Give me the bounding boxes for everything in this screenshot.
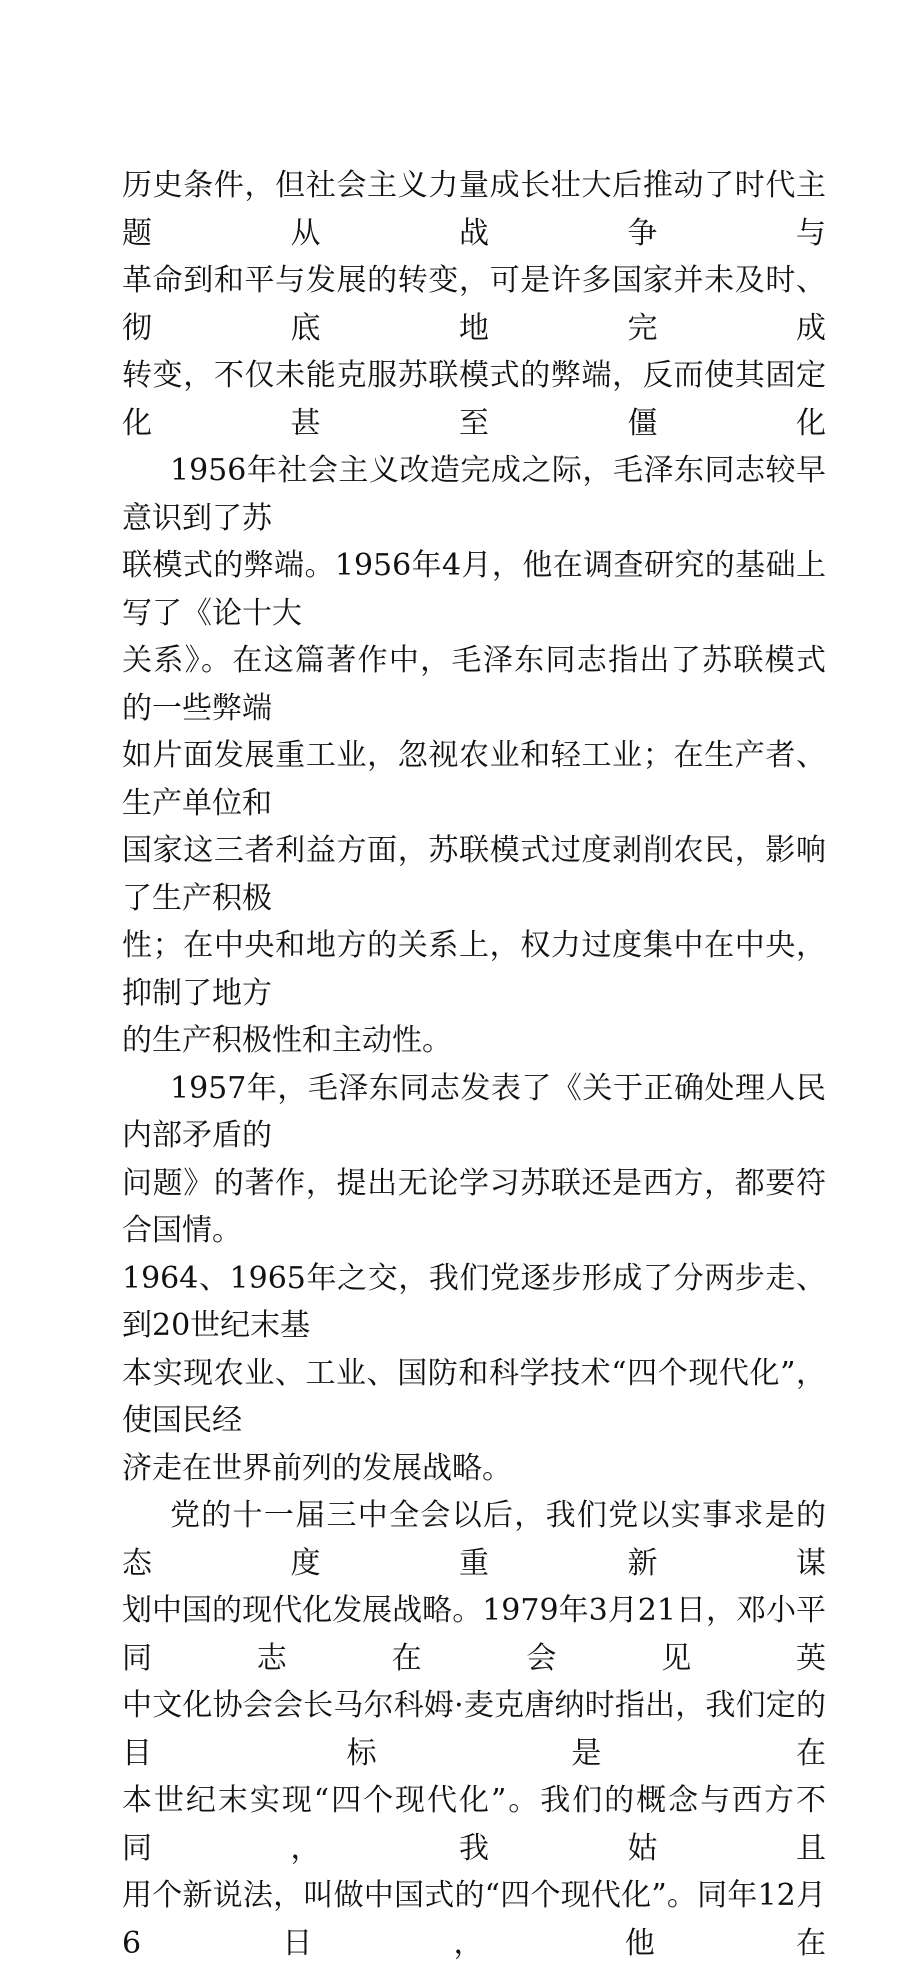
- text-line: 济走在世界前列的发展战略。: [122, 1450, 512, 1486]
- paragraph-4: [122, 1492, 826, 1967]
- text-line: 转变，不仅未能克服苏联模式的弊端，反而使其固定化甚至僵化: [122, 358, 826, 441]
- text-line: 党的十一届三中全会以后，我们党以实事求是的态度重新谋: [122, 1498, 826, 1581]
- paragraph-2: [122, 447, 826, 1065]
- text-line: 性；在中央和地方的关系上，权力过度集中在中央，抑制了地方: [122, 928, 826, 1011]
- text-line: 用个新说法，叫做中国式的“四个现代化”。同年12月6日，他在: [122, 1878, 826, 1961]
- text-line: 划中国的现代化发展战略。1979年3月21日，邓小平同志在会见英: [122, 1593, 826, 1676]
- text-line: 中文化协会会长马尔科姆·麦克唐纳时指出，我们定的目标是在: [122, 1688, 826, 1771]
- text-line: 联模式的弊端。1956年4月，他在调查研究的基础上写了《论十大: [122, 548, 826, 631]
- text-line: 本实现农业、工业、国防和科学技术“四个现代化”，使国民经: [122, 1355, 826, 1438]
- text-line: 如片面发展重工业，忽视农业和轻工业；在生产者、生产单位和: [122, 738, 826, 821]
- text-line: 本世纪末实现“四个现代化”。我们的概念与西方不同，我姑且: [122, 1783, 826, 1866]
- text-line: 历史条件，但社会主义力量成长壮大后推动了时代主题从战争与: [122, 168, 826, 251]
- text-line: 关系》。在这篇著作中，毛泽东同志指出了苏联模式的一些弊端: [122, 643, 826, 726]
- text-line: 的生产积极性和主动性。: [122, 1023, 452, 1058]
- text-line: 问题》的著作，提出无论学习苏联还是西方，都要符合国情。: [122, 1165, 826, 1248]
- text-line: 革命到和平与发展的转变，可是许多国家并未及时、彻底地完成: [122, 263, 826, 346]
- paragraph-1: [122, 162, 826, 447]
- text-line: 1964、1965年之交，我们党逐步形成了分两步走、到20世纪末基: [122, 1260, 826, 1343]
- paragraph-3: [122, 1065, 826, 1493]
- text-line: 1956年社会主义改造完成之际，毛泽东同志较早意识到了苏: [122, 453, 826, 536]
- text-line: 1957年，毛泽东同志发表了《关于正确处理人民内部矛盾的: [122, 1070, 826, 1153]
- text-line: 国家这三者利益方面，苏联模式过度剥削农民，影响了生产积极: [122, 833, 826, 916]
- document-page: [122, 162, 826, 1967]
